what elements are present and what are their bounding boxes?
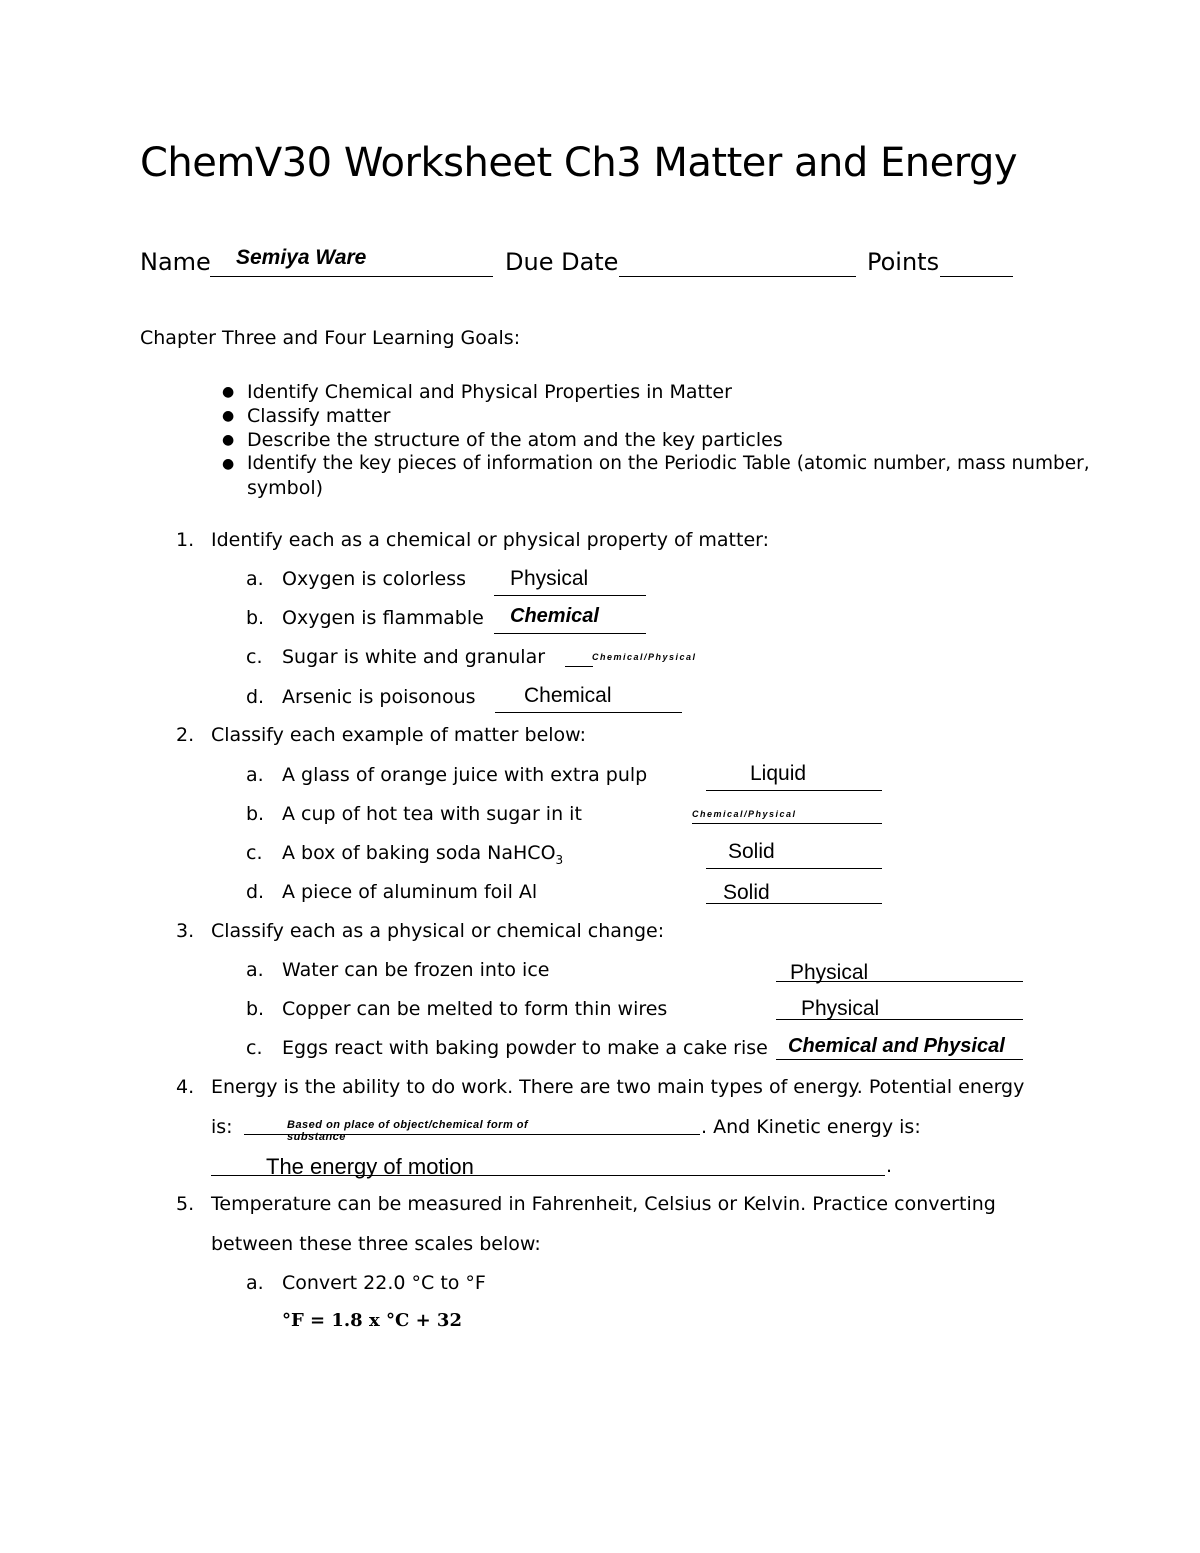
goal-item: Classify matter (247, 405, 391, 427)
q2-number: 2. (176, 724, 195, 746)
q2b-answer[interactable]: Chemical/Physical (692, 809, 797, 819)
points-field[interactable] (940, 276, 1013, 277)
q3b-answer[interactable]: Physical (801, 997, 880, 1020)
q2a-text: A glass of orange juice with extra pulp (282, 764, 648, 786)
name-field[interactable]: Semiya Ware (236, 246, 367, 269)
q4-potential-answer[interactable]: Based on place of object/chemical form of (287, 1119, 529, 1131)
q2c-answer[interactable]: Solid (728, 840, 775, 863)
q1b-answer-line (494, 633, 646, 634)
goal-item: Describe the structure of the atom and the key particles (247, 429, 783, 451)
q1d-text: Arsenic is poisonous (282, 686, 476, 708)
name-label: Name (140, 248, 211, 276)
goals-heading: Chapter Three and Four Learning Goals: (140, 327, 521, 349)
q3c-letter: c. (246, 1037, 263, 1059)
q1d-letter: d. (246, 686, 265, 708)
due-date-label: Due Date (505, 248, 619, 276)
q5-text: Temperature can be measured in Fahrenheit, Celsius or Kelvin. Practice converting (211, 1193, 996, 1215)
q3a-text: Water can be frozen into ice (282, 959, 550, 981)
q4-end-period: . (886, 1155, 893, 1177)
q5a-letter: a. (246, 1272, 264, 1294)
q1a-answer[interactable]: Physical (510, 567, 589, 590)
goal-item-continued: symbol) (247, 477, 324, 499)
q3-text: Classify each as a physical or chemical change: (211, 920, 665, 942)
q3-number: 3. (176, 920, 195, 942)
q3c-text: Eggs react with baking powder to make a cake rise (282, 1037, 768, 1059)
q5a-text: Convert 22.0 °C to °F (282, 1272, 486, 1294)
q1b-text: Oxygen is flammable (282, 607, 484, 629)
q1c-letter: c. (246, 646, 263, 668)
bullet-icon: ● (222, 384, 235, 400)
q2b-text: A cup of hot tea with sugar in it (282, 803, 582, 825)
q1c-text: Sugar is white and granular (282, 646, 546, 668)
q3a-answer[interactable]: Physical (790, 961, 869, 984)
q2c-letter: c. (246, 842, 263, 864)
q2c-subscript: 3 (555, 852, 564, 867)
q2c-text-main: A box of baking soda NaHCO (282, 842, 556, 864)
page-title: ChemV30 Worksheet Ch3 Matter and Energy (140, 140, 1018, 186)
q2b-letter: b. (246, 803, 265, 825)
q4-is-label: is: (211, 1116, 233, 1138)
goal-item: Identify Chemical and Physical Properties in Matter (247, 381, 732, 403)
q5a-formula: °F = 1.8 x °C + 32 (282, 1310, 462, 1331)
q3b-text: Copper can be melted to form thin wires (282, 998, 668, 1020)
q2a-answer[interactable]: Liquid (750, 762, 807, 785)
q4-kinetic-label: . And Kinetic energy is: (701, 1116, 921, 1138)
q3c-answer-line (776, 1059, 1023, 1060)
bullet-icon: ● (222, 456, 235, 472)
q1c-answer-line (565, 666, 593, 667)
q1a-answer-line (494, 595, 646, 596)
q4-potential-answer-continued[interactable]: substance (287, 1131, 346, 1143)
q2a-answer-line (706, 790, 882, 791)
q1c-answer[interactable]: Chemical/Physical (592, 652, 697, 662)
q2d-letter: d. (246, 881, 265, 903)
q2d-text: A piece of aluminum foil Al (282, 881, 538, 903)
q1d-answer[interactable]: Chemical (524, 684, 612, 707)
name-underline (210, 276, 493, 277)
q5-number: 5. (176, 1193, 195, 1215)
q3a-letter: a. (246, 959, 264, 981)
q3b-letter: b. (246, 998, 265, 1020)
q1-number: 1. (176, 529, 195, 551)
bullet-icon: ● (222, 432, 235, 448)
q3c-answer[interactable]: Chemical and Physical (788, 1035, 1005, 1057)
q2-text: Classify each example of matter below: (211, 724, 587, 746)
q1a-text: Oxygen is colorless (282, 568, 467, 590)
q2c-text (282, 842, 563, 867)
q1b-answer[interactable]: Chemical (510, 605, 599, 627)
q1-text: Identify each as a chemical or physical property of matter: (211, 529, 770, 551)
q1d-answer-line (495, 712, 682, 713)
q5-text-continued: between these three scales below: (211, 1233, 541, 1255)
q4-text: Energy is the ability to do work. There are two main types of energy. Potential energy (211, 1076, 1025, 1098)
q4-number: 4. (176, 1076, 195, 1098)
q2a-letter: a. (246, 764, 264, 786)
bullet-icon: ● (222, 408, 235, 424)
points-label: Points (867, 248, 940, 276)
q2d-answer[interactable]: Solid (723, 881, 770, 904)
q4-kinetic-answer[interactable]: The energy of motion (266, 1154, 474, 1179)
q1a-letter: a. (246, 568, 264, 590)
q2c-answer-line (706, 868, 882, 869)
q1b-letter: b. (246, 607, 265, 629)
goal-item: Identify the key pieces of information on the Periodic Table (atomic number, mass number, (247, 453, 1090, 474)
due-date-field[interactable] (619, 276, 856, 277)
q2b-answer-line (692, 823, 882, 824)
